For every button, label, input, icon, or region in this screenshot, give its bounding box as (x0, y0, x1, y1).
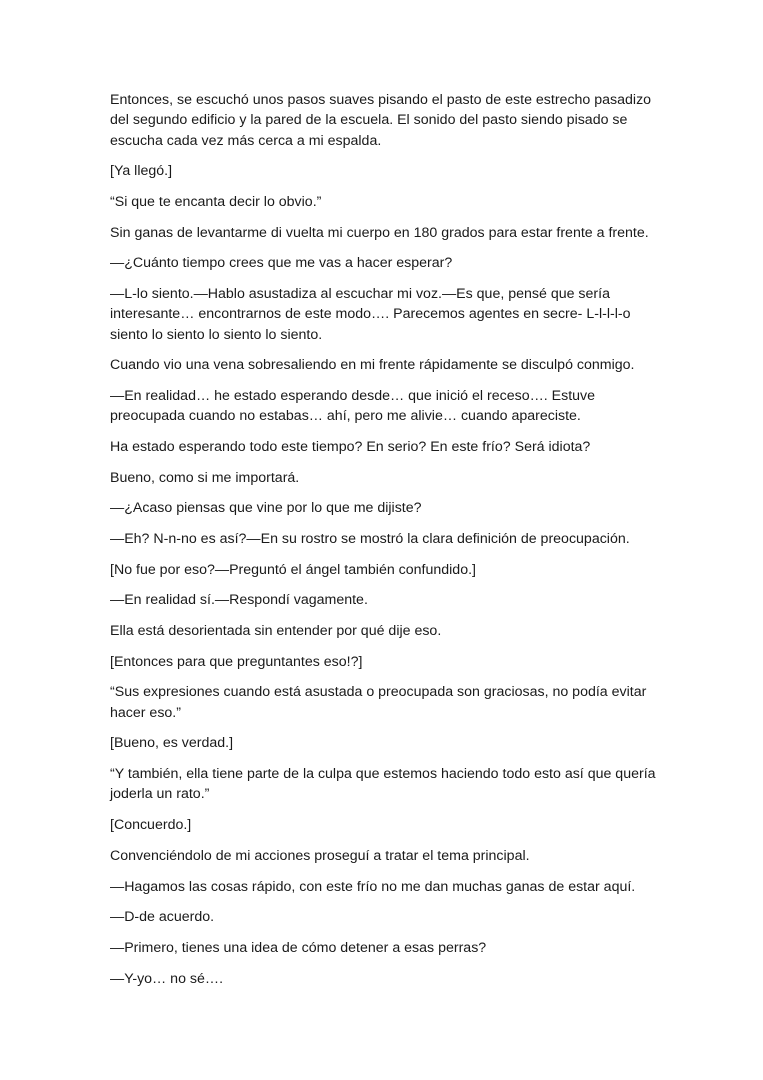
paragraph: —¿Acaso piensas que vine por lo que me dijiste? (110, 500, 422, 517)
paragraph: —Hagamos las cosas rápido, con este frío no me dan muchas ganas de estar aquí. (110, 878, 636, 895)
paragraph: Cuando vio una vena sobresaliendo en mi frente rápidamente se disculpó conmigo. (110, 357, 635, 374)
paragraph: Convenciéndolo de mi acciones proseguí a tratar el tema principal. (110, 847, 530, 864)
paragraph: —En realidad… he estado esperando desde… que inició el receso…. Estuve preocupada cuando no estabas… ahí, pero me alivie… cuando apareciste. (110, 388, 596, 425)
paragraph: —En realidad sí.—Respondí vagamente. (110, 592, 368, 609)
paragraph: Ha estado esperando todo este tiempo? En serio? En este frío? Será idiota? (110, 438, 591, 455)
paragraph: —Y-yo… no sé…. (110, 970, 224, 987)
paragraph: [Bueno, es verdad.] (110, 735, 234, 752)
paragraph: —Eh? N-n-no es así?—En su rostro se mostró la clara definición de preocupación. (110, 531, 630, 548)
paragraph: “Sus expresiones cuando está asustada o preocupada son graciosas, no podía evitar hacer eso.” (110, 684, 647, 721)
paragraph: —L-lo siento.—Hablo asustadiza al escuchar mi voz.—Es que, pensé que sería interesante… encontrarnos de este modo…. Parecemos agentes en secre- L-l-l-l-o siento lo siento lo siento lo siento. (110, 286, 631, 343)
paragraph: [No fue por eso?—Preguntó el ángel también confundido.] (110, 561, 476, 578)
paragraph: —D-de acuerdo. (110, 909, 215, 926)
paragraph: [Entonces para que preguntantes eso!?] (110, 653, 363, 670)
paragraph: [Concuerdo.] (110, 817, 192, 834)
paragraph: Ella está desorientada sin entender por qué dije eso. (110, 623, 442, 640)
paragraph: —Primero, tienes una idea de cómo detener a esas perras? (110, 939, 487, 956)
paragraph: Bueno, como si me importará. (110, 469, 300, 486)
paragraph: Sin ganas de levantarme di vuelta mi cuerpo en 180 grados para estar frente a frente. (110, 224, 649, 241)
paragraph: —¿Cuánto tiempo crees que me vas a hacer esperar? (110, 255, 453, 272)
paragraph: Entonces, se escuchó unos pasos suaves pisando el pasto de este estrecho pasadizo del segundo edificio y la pared de la escuela. El sonido del pasto siendo pisado se escucha cada vez más cerca a mi espalda. (110, 92, 652, 149)
paragraph: [Ya llegó.] (110, 163, 173, 180)
paragraph: “Y también, ella tiene parte de la culpa que estemos haciendo todo esto así que quería joderla un rato.” (110, 766, 656, 803)
paragraph: “Si que te encanta decir lo obvio.” (110, 193, 322, 210)
document-body (110, 90, 670, 999)
